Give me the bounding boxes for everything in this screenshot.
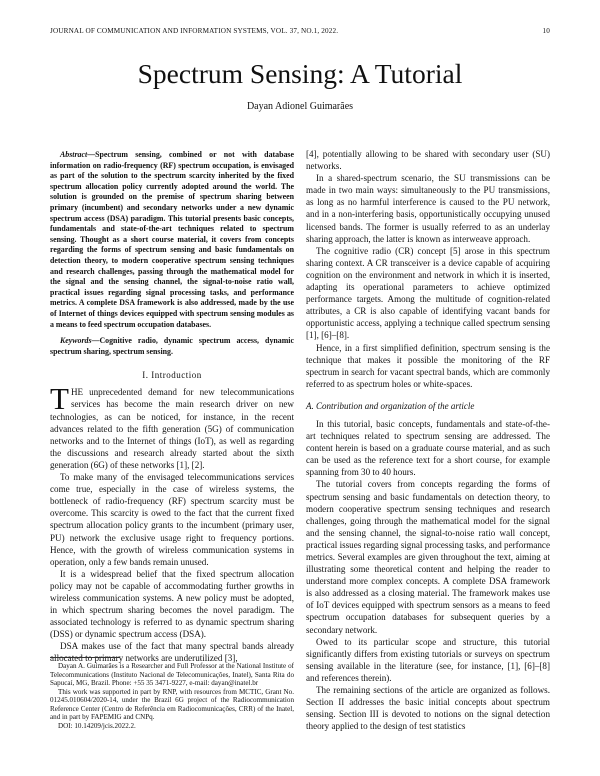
intro-paragraph-4: DSA makes use of the fact that many spectral bands already allocated to primary networks are underutilized [3], <box>50 641 294 664</box>
left-column <box>50 150 294 665</box>
page-number: 10 <box>542 27 550 35</box>
right-paragraph-1: [4], potentially allowing to be shared with secondary user (SU) networks. <box>306 149 550 172</box>
intro-paragraph-3: It is a widespread belief that the fixed spectrum allocation policy may not be capable of accommodating further growths in wireless communication systems. A new policy must be adopted, in which spectrum sharing becomes the novel paradigm. The associated technology is referred to as dynamic spectrum sharing (DSS) or dynamic spectrum access (DSA). <box>50 568 294 640</box>
abstract <box>50 150 294 330</box>
right-paragraph-8: The remaining sections of the article are organized as follows. Section II addresses the basic initial concepts about spectrum sensing. Section III is devoted to notions on the signal detection theory applied to the design of test statistics <box>306 685 550 732</box>
footnote-author: Dayan A. Guimarães is a Researcher and Full Professor at the National Institute of Telecommunications (Instituto Nacional de Telecomunicações, Inatel), Santa Rita do Sapucaí, MG, Brazil. Phone: +55 35 3471-9227, e-mail: dayan@inatel.br <box>50 662 294 687</box>
intro-paragraph-1 <box>50 381 294 471</box>
author-name: Dayan Adionel Guimarães <box>246 101 354 112</box>
footnote-doi: DOI: 10.14209/jcis.2022.2. <box>58 721 136 730</box>
journal-citation: JOURNAL OF COMMUNICATION AND INFORMATION SYSTEMS, VOL. 37, NO.1, 2022. <box>50 27 339 35</box>
drop-cap: T <box>50 381 69 417</box>
intro-paragraph-2: To make many of the envisaged telecommunications services come true, especially in the case of wireless systems, the bottleneck of radio-frequency (RF) spectrum scarcity must be overcome. This scarcity is owed to the fact that the current fixed spectrum allocation policy grants to the incumbent (primary user, PU) network the exclusive usage right to frequency portions. Hence, with the growth of wireless communication systems in operation, only a few bands remain unused. <box>50 472 294 567</box>
keywords <box>50 336 294 357</box>
abstract-lead: Abstract <box>60 150 88 159</box>
section-heading-introduction: I. Introduction <box>142 370 202 381</box>
right-column <box>306 148 550 732</box>
right-paragraph-6: The tutorial covers from concepts regarding the forms of spectrum sensing and basic fundamentals on detection theory, to modern cooperative spectrum sensing techniques and research challenges, going through the mathematical model for the signal and the sensing channel, the signal-to-noise ratio wall concept, practical issues regarding signal processing tasks, and performance metrics. Several examples are given throughout the text, aiming at illustrating some theoretical content and helping the reader to understand more complex concepts. A complete DSA framework is also addressed as a closing material. The framework makes use of IoT devices equipped with spectrum sensors as a means to feed spectrum occupation databases for subsequent queries by a secondary network. <box>306 479 550 635</box>
keywords-lead: Keywords <box>60 336 92 346</box>
footnote-rule <box>50 657 120 658</box>
footnotes <box>50 657 294 730</box>
keywords-text: —Cognitive radio, dynamic spectrum access, dynamic spectrum sharing, spectrum sensing. <box>50 336 294 356</box>
right-paragraph-4: Hence, in a first simplified definition, spectrum sensing is the technique that makes it possible the monitoring of the RF spectrum in search for vacant spectral bands, which are commonly referred to as spectrum holes or white-spaces. <box>306 342 550 389</box>
right-paragraph-3: The cognitive radio (CR) concept [5] arose in this spectrum sharing context. A CR transceiver is a device capable of acquiring cognition on the environment and network in which it is inserted, adapting its operational parameters to achieve optimized performance targets. Among the multitude of cognition-related attributes, a CR is also capable of identifying vacant bands for opportunistic access, applying a technique called spectrum sensing [1], [6]–[8]. <box>306 245 550 341</box>
running-head <box>50 27 550 37</box>
intro-paragraph-1-text: HE unprecedented demand for new telecommunications services has become the main research driver on new technologies, as can be noticed, for instance, in the recent advances related to the fifth generation (5G) of communication networks and to the Internet of things (IoT), as well as regarding the discussions and research already started about the sixth generation (6G) of these networks [1], [2]. <box>50 387 294 470</box>
paper-title: Spectrum Sensing: A Tutorial <box>137 58 463 89</box>
right-paragraph-2: In a shared-spectrum scenario, the SU transmissions can be made in two main ways: simultaneously to the PU transmissions, as long as no harmful interference is caused to the PU network, and in a non-interfering basis, opportunistically occupying unused licensed bands. The former is usually referred to as an underlay sharing approach, the latter is known as interweave approach. <box>306 173 550 244</box>
right-paragraph-5: In this tutorial, basic concepts, fundamentals and state-of-the-art techniques related to spectrum sensing are addressed. The content herein is based on a graduate course material, and as such can be used as the reference text for a short course, for example spanning from 30 to 40 hours. <box>306 418 550 478</box>
right-paragraph-7: Owed to its particular scope and structure, this tutorial significantly differs from existing tutorials or surveys on spectrum sensing available in the literature (see, for instance, [1], [6]–[8] and references therein). <box>306 636 550 683</box>
subsection-heading-contribution: A. Contribution and organization of the article <box>306 400 475 411</box>
footnote-funding: This work was supported in part by RNP, with resources from MCTIC, Grant No. 01245.010604/2020-14, under the Brazil 6G project of the Radiocommunication Reference Center (Centro de Referência em Radiocomunicações, CRR) of the Inatel, and in part by FAPEMIG and CNPq. <box>50 687 294 721</box>
abstract-text: —Spectrum sensing, combined or not with database information on radio-frequency (RF) spectrum occupation, is envisaged as part of the solution to the spectrum scarcity inherited by the fixed spectrum allocation policy currently adopted around the world. The solution is grounded on the premise of spectrum sharing between primary (incumbent) and secondary networks under a new dynamic spectrum access (DSA) paradigm. This tutorial presents basic concepts, fundamentals and state-of-the-art techniques related to spectrum sensing. Thought as a short course material, it covers from concepts regarding the forms of spectrum sensing and basic fundamentals on detection theory, to modern cooperative spectrum sensing techniques and research challenges, passing through the mathematical model for the signal and the sensing channel, the signal-to-noise ratio wall, practical issues regarding signal processing tasks, and performance metrics. A complete DSA framework is also addressed, made by the use of Internet of things devices equipped with spectrum sensing modules as a means to feed spectrum occupation databases. <box>50 150 294 329</box>
